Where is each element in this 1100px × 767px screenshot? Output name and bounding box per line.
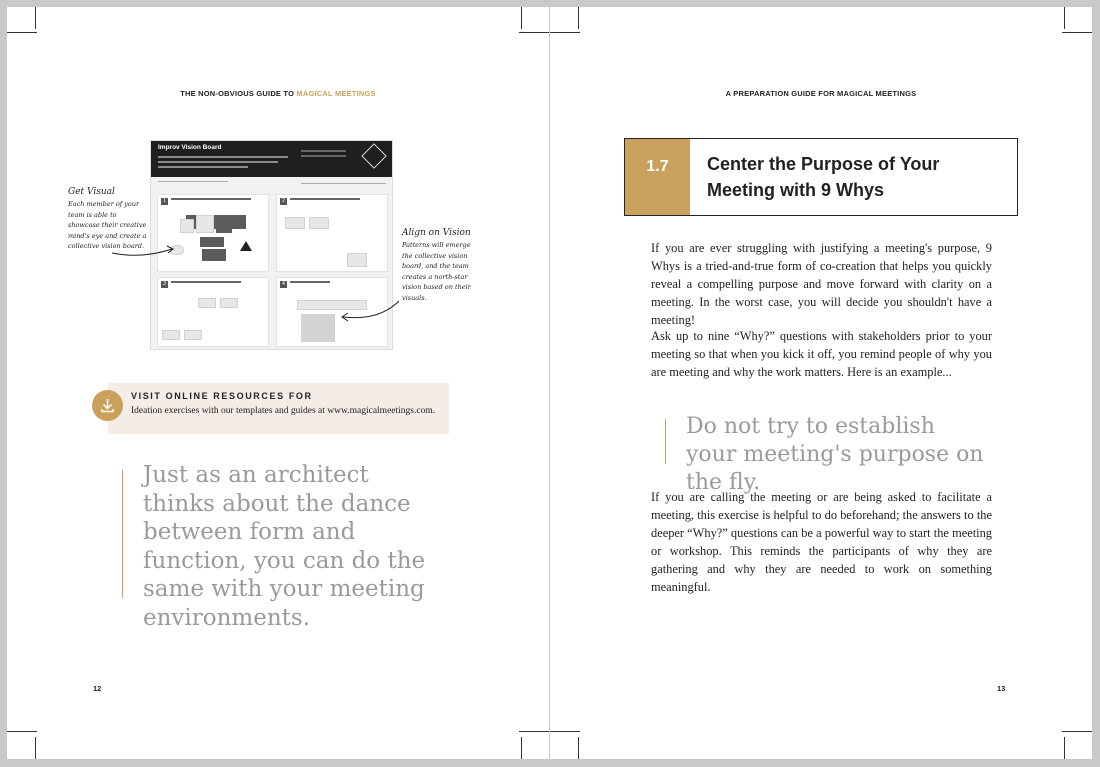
- section-header: [624, 138, 1018, 216]
- crop-mark: [519, 731, 549, 732]
- crop-mark: [7, 731, 37, 732]
- page-number: 12: [93, 684, 102, 693]
- vision-board-panel: 3: [157, 277, 269, 347]
- crop-mark: [1064, 737, 1065, 759]
- page-number: 13: [997, 684, 1006, 693]
- resource-title: VISIT ONLINE RESOURCES FOR: [131, 391, 313, 401]
- vision-board-title: Improv Vision Board: [158, 144, 222, 151]
- crop-mark: [550, 32, 580, 33]
- crop-mark: [578, 737, 579, 759]
- left-page: [7, 7, 549, 759]
- crop-mark: [578, 7, 579, 29]
- crop-mark: [1062, 731, 1092, 732]
- vision-board-panel: 2: [276, 194, 388, 272]
- crop-mark: [1062, 32, 1092, 33]
- section-title: Center the Purpose of Your Meeting with 9 Whys: [707, 154, 940, 200]
- section-number-box: [625, 139, 690, 215]
- quote-bar: [122, 470, 123, 598]
- section-number: 1.7: [646, 158, 669, 175]
- right-page: [550, 7, 1092, 759]
- crop-mark: [1064, 7, 1065, 29]
- vision-board-panel: 1: [157, 194, 269, 272]
- vision-board-panel: 4: [276, 277, 388, 347]
- quote-bar: [665, 419, 666, 464]
- paragraph: Ask up to nine “Why?” questions with stakeholders prior to your meeting so that when you kick it off, you remind people of why you are meeting and why the work matters. Here is an example...: [651, 329, 992, 379]
- running-head: THE NON-OBVIOUS GUIDE TO MAGICAL MEETINGS: [180, 89, 376, 98]
- pull-quote: Do not try to establish your meeting's purpose on the fly.: [686, 414, 984, 495]
- annotation-arrows: [7, 7, 549, 407]
- resource-text: Ideation exercises with our templates and guides at www.magicalmeetings.com.: [131, 406, 436, 416]
- paragraph: If you are ever struggling with justifying a meeting's purpose, 9 Whys is a tried-and-true form of co-creation that helps you quickly reveal a compelling purpose and move forward with clarity on a meeting. In the worst case, you will decide you shouldn't have a meeting!: [651, 241, 992, 327]
- crop-mark: [550, 731, 580, 732]
- crop-mark: [521, 737, 522, 759]
- crop-mark: [35, 737, 36, 759]
- download-icon: [92, 390, 123, 421]
- running-head: A PREPARATION GUIDE FOR MAGICAL MEETINGS: [725, 89, 917, 98]
- paragraph: If you are calling the meeting or are being asked to facilitate a meeting, this exercise is helpful to do beforehand; the answers to the deeper “Why?” questions can be a powerful way to start the meeting or workshop. This reminds the participants of why they are gathering and why they are needed to work on something meaningful.: [651, 490, 992, 594]
- annotation-get-visual: Get Visual Each member of your team is able to showcase their creative mind's eye and create a collective vision board.: [68, 187, 147, 250]
- annotation-align-on-vision: Align on Vision Patterns will emerge the collective vision board, and the team creates a north-star vision based on their visuals.: [402, 228, 471, 302]
- pull-quote: Just as an architect thinks about the dance between form and function, you can do the same with your meeting environments.: [143, 462, 426, 631]
